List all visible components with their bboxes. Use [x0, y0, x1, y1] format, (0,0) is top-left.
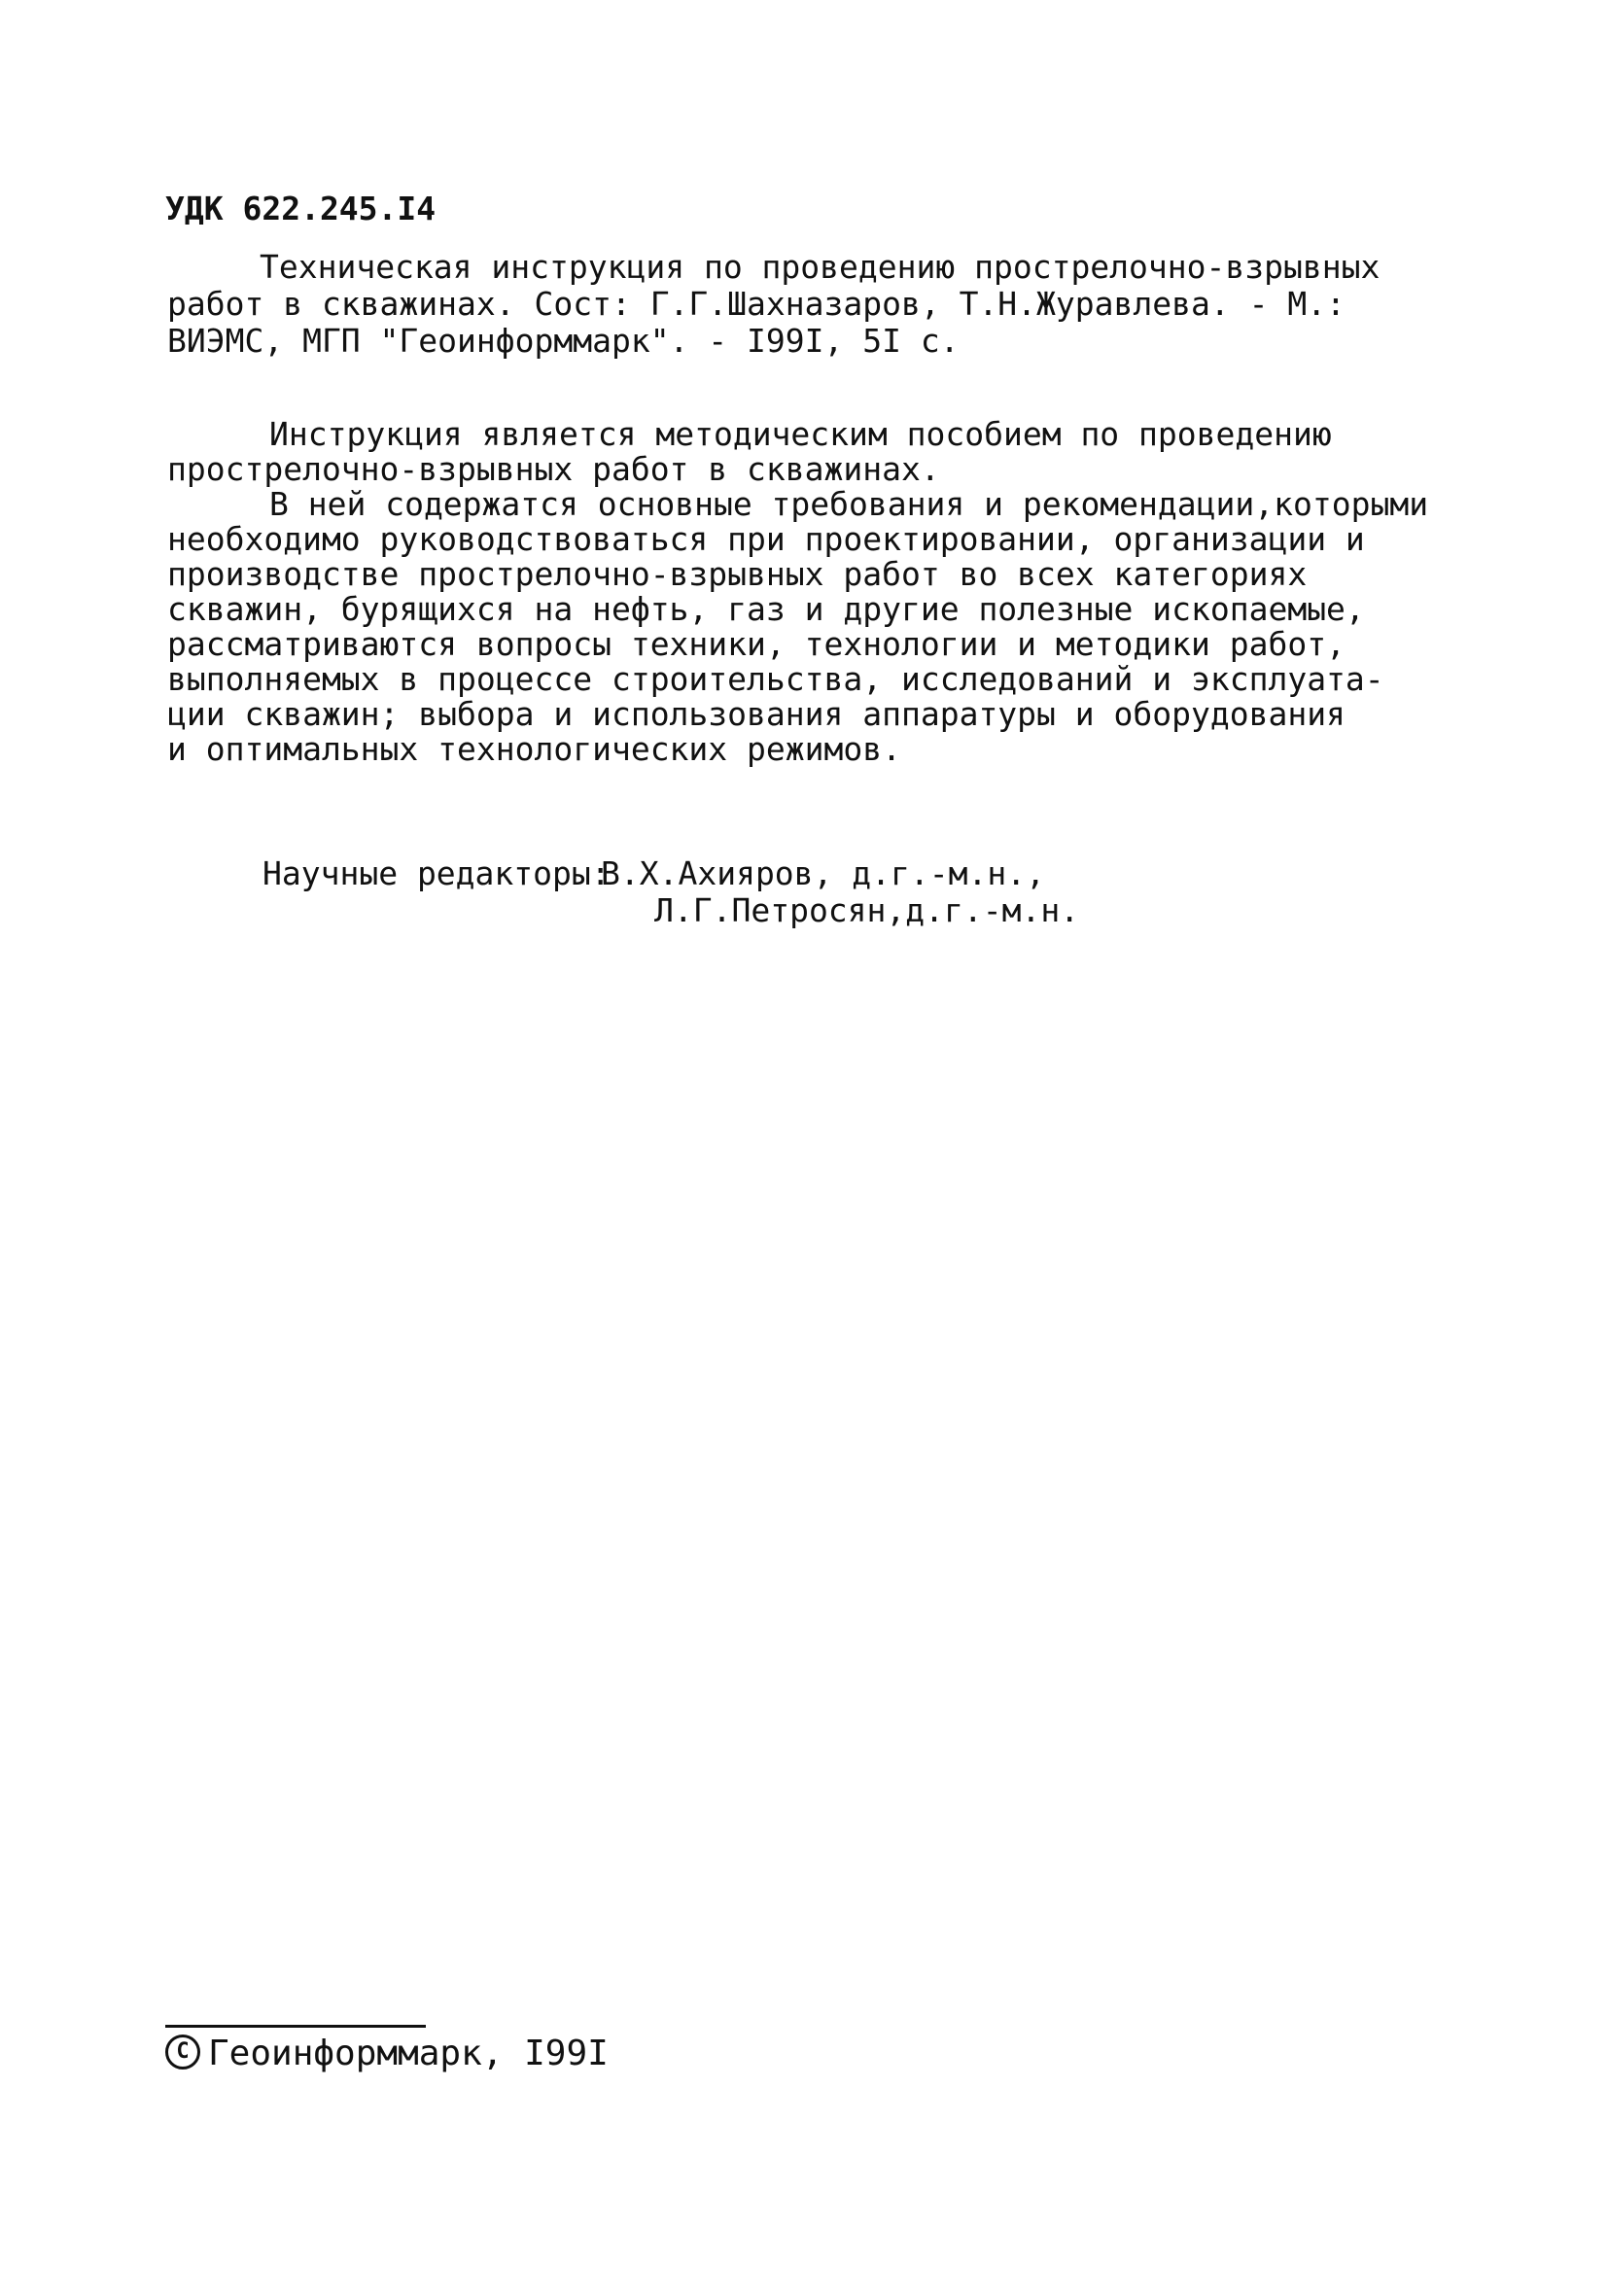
biblio-line-3: ВИЭМС, МГП "Геоинформмарк". - I99I, 5I с.	[167, 322, 960, 360]
copyright-text: Геоинформмарк, I99I	[208, 2034, 609, 2073]
editors-label: Научные редакторы:	[262, 854, 611, 892]
abstract-line: ции скважин; выбора и использования аппаратуры и оборудования	[167, 695, 1346, 733]
abstract-line: рассматриваются вопросы техники, технологии и методики работ,	[167, 625, 1346, 663]
abstract-line: скважин, бурящихся на нефть, газ и другие полезные ископаемые,	[167, 590, 1365, 628]
abstract-line: прострелочно-взрывных работ в скважинах.	[167, 450, 940, 488]
abstract-line: необходимо руководствоваться при проектировании, организации и	[167, 520, 1365, 558]
biblio-line-2: работ в скважинах. Сост: Г.Г.Шахназаров, Т.Н.Журавлева. - М.:	[167, 285, 1346, 323]
abstract-line: производстве прострелочно-взрывных работ во всех категориях	[167, 555, 1308, 593]
editor-name: Л.Г.Петросян,д.г.-м.н.	[654, 891, 1080, 929]
copyright-icon: C	[165, 2035, 200, 2070]
udk-code: УДК 622.245.I4	[165, 190, 437, 227]
abstract-line: и оптимальных технологических режимов.	[167, 730, 901, 768]
abstract-line: выполняемых в процессе строительства, исследований и эксплуата-	[167, 660, 1384, 698]
biblio-line-1: Техническая инструкция по проведению прострелочно-взрывных	[260, 248, 1381, 286]
copyright-divider	[165, 2025, 426, 2028]
abstract-line: В ней содержатся основные требования и рекомендации,которыми	[269, 485, 1429, 523]
abstract-line: Инструкция является методическим пособием по проведению	[269, 415, 1332, 453]
editor-name: В.Х.Ахияров, д.г.-м.н.,	[601, 854, 1045, 892]
copyright-notice	[165, 2035, 609, 2071]
